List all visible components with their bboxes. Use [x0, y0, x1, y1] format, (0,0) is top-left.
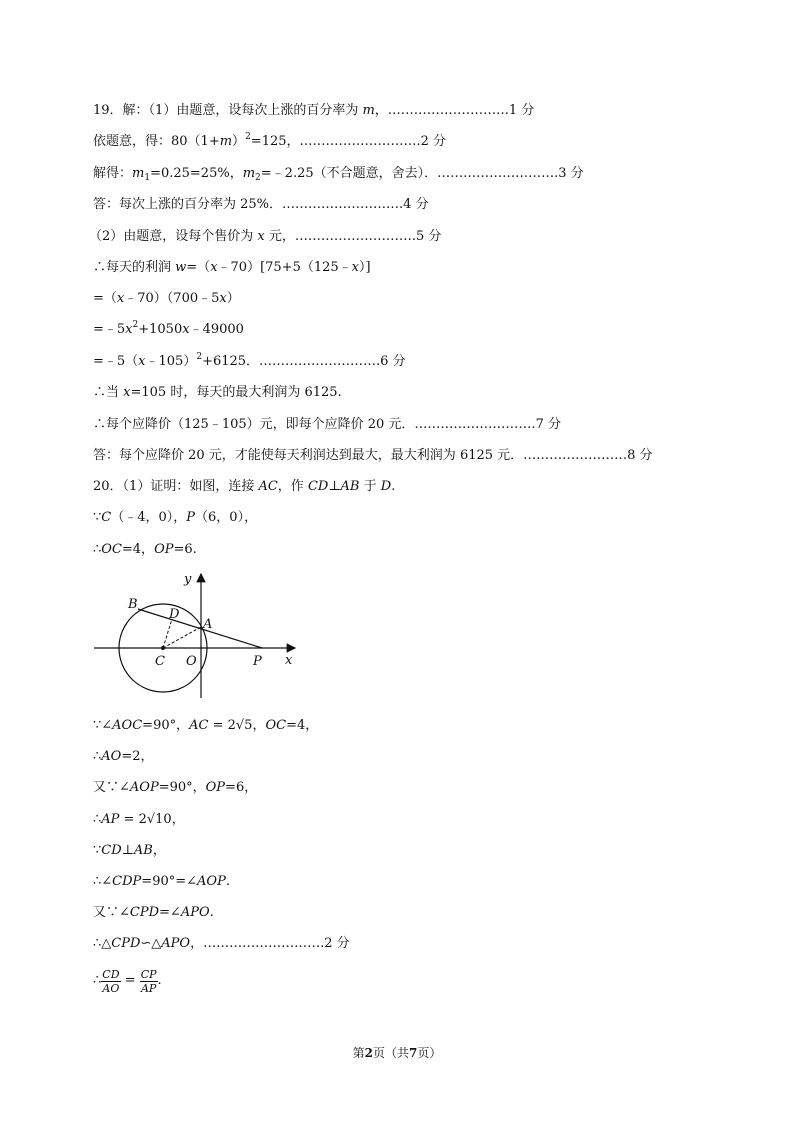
q20-line-8: ∵CD⊥AB，	[93, 843, 166, 858]
q19-line-6: ∴每天的利润 w=（x﹣70）[75+5（125﹣x）]	[93, 260, 371, 275]
center-point-c	[161, 646, 165, 650]
q20-line-5: ∴AO=2，	[93, 749, 154, 764]
q19-line-9: =﹣5（x﹣105）$^2$+6125．……………………….6 分	[93, 352, 406, 369]
page-footer: 第2页（共7页）	[352, 1046, 442, 1060]
label-d: D	[169, 607, 180, 622]
label-y: y	[184, 572, 192, 587]
q19-line-11: ∴每个应降价（125﹣105）元，即每个应降价 20 元．……………………….7 分	[93, 417, 561, 432]
fraction-cp-ap: $\frac{CP}{AP}$	[140, 967, 157, 995]
q20-line-12: ∴ $\frac{CD}{AO}$ = $\frac{CP}{AP}$ .	[93, 967, 162, 995]
q19-line-7: =（x﹣70）（700﹣5x）	[93, 291, 240, 306]
q19-line-12: 答：每个应降价 20 元，才能使每天利润达到最大，最大利润为 6125 元．……………………8 分	[93, 448, 653, 463]
label-c: C	[155, 654, 165, 669]
q19-line-8: $=﹣5x^2+1050x﹣49000$	[93, 320, 244, 337]
q20-line-4: ∵∠AOC=90°，AC = 2√5，OC=4，	[93, 718, 319, 733]
label-p: P	[253, 654, 262, 669]
q19-line-10: ∴当 x=105 时，每天的最大利润为 6125.	[93, 385, 342, 400]
label-b: B	[128, 597, 138, 612]
q20-line-2: ∵C（﹣4，0），P（6，0），	[93, 510, 258, 525]
label-o: O	[186, 654, 197, 669]
q20-line-10: 又∵∠CPD=∠APO.	[93, 905, 214, 920]
q19-line-1: 19．解：（1）由题意，设每次上涨的百分率为 m，……………………….1 分	[93, 103, 535, 118]
label-x: x	[285, 653, 293, 668]
q20-line-3: ∴OC=4，OP=6.	[93, 542, 197, 557]
q19-line-2: 依题意，得：$80(1+m)^2=125$，……………………….2 分	[93, 132, 447, 149]
geometry-figure	[90, 566, 310, 701]
q19-line-3: 解得：$m_1=0.25=25\%$，$m_2=﹣2.25$（不合题意，舍去）．……………………….3 分	[93, 166, 584, 183]
fraction-cd-ao: $\frac{CD}{AO}$	[102, 967, 120, 995]
label-a: A	[203, 617, 213, 632]
q19-line-4: 答：每次上涨的百分率为 25%．……………………….4 分	[93, 197, 429, 212]
segment-ca	[163, 627, 201, 648]
q20-line-7: ∴AP = 2√10，	[93, 812, 185, 827]
line-bp	[138, 609, 262, 648]
q20-line-6: 又∵∠AOP=90°，OP=6，	[93, 780, 258, 795]
q19-line-5: （2）由题意，设每个售价为 x 元，……………………….5 分	[89, 229, 442, 244]
segment-cd	[163, 619, 172, 648]
q20-line-9: ∴∠CDP=90°=∠AOP.	[93, 874, 230, 889]
q20-line-11: ∴△CPD∽△APO，……………………….2 分	[93, 936, 350, 951]
q20-line-1: 20．（1）证明：如图，连接 AC，作 CD⊥AB 于 D.	[93, 479, 396, 494]
